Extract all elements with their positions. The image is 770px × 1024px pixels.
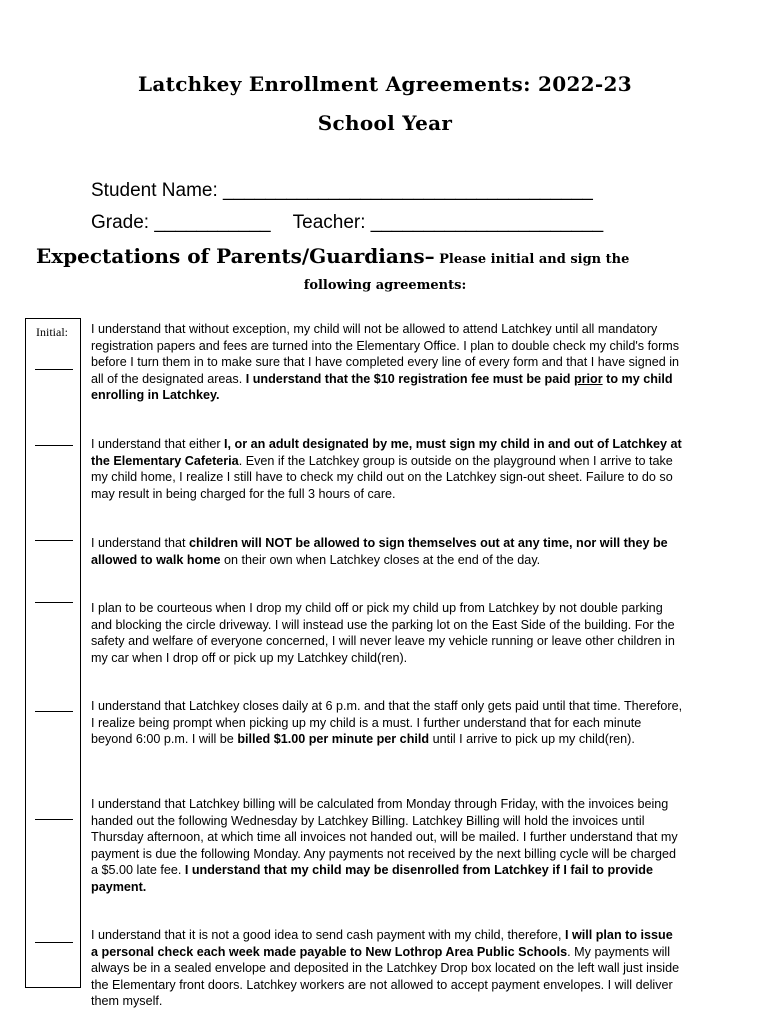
section-instruction: Please initial and sign the — [434, 252, 630, 267]
initial-blank-1[interactable] — [35, 369, 73, 370]
agreement-paragraph-4: I plan to be courteous when I drop my child off or pick my child up from Latchkey by not double parking and blocking the circle driveway. I will instead use the parking lot on the East Side of the building. For the safety and welfare of everyone concerned, I will never leave my vehicle running or leave other children in my car when I drop off or pick up my Latchkey child(ren). — [91, 601, 675, 665]
initial-blank-7[interactable] — [35, 942, 73, 943]
agreement-paragraph-6: I understand that Latchkey billing will be calculated from Monday through Friday, with the invoices being handed out the following Wednesday by Latchkey Billing. Latchkey Billing will hold the invoices until Thursday afternoon, at which time all invoices not handed out, will be mailed. I further understand that my payment is due the following Monday. Any payments not received by the next billing cycle will be charged a $5.00 late fee. I understand that my child may be disenrolled from Latchkey if I fail to provide payment. — [91, 797, 678, 894]
agreement-paragraph-3: I understand that children will NOT be allowed to sign themselves out at any time, nor will they be allowed to walk home on their own when Latchkey closes at the end of the day. — [91, 536, 668, 567]
teacher-label: Teacher: — [292, 212, 371, 233]
document-title: Latchkey Enrollment Agreements: 2022-23 — [138, 72, 632, 96]
student-name-field[interactable]: ___________________________________ — [223, 180, 593, 201]
grade-label: Grade: — [91, 212, 155, 233]
section-instruction-continued: following agreements: — [303, 278, 467, 293]
teacher-field[interactable]: ______________________ — [370, 212, 604, 233]
agreement-paragraph-7: I understand that it is not a good idea to send cash payment with my child, therefore, I will plan to issue a personal check each week made payable to New Lothrop Area Public Schools. My payments will always be in a sealed envelope and deposited in the Latchkey Drop box located on the left wall just inside the Elementary front doors. Latchkey workers are not allowed to accept payment envelopes. I will deliver them myself. — [91, 928, 680, 1009]
section-title: Expectations of Parents/Guardians– — [36, 244, 435, 268]
initial-column — [25, 318, 81, 988]
agreement-paragraph-5: I understand that Latchkey closes daily at 6 p.m. and that the staff only gets paid until that time. Therefore, I realize being prompt when picking up my child is a must. I further understand that for each minute beyond 6:00 p.m. I will be billed $1.00 per minute per child until I arrive to pick up my child(ren). — [91, 699, 683, 747]
student-name-label: Student Name: — [91, 180, 224, 201]
agreement-paragraph-1: I understand that without exception, my child will not be allowed to attend Latchkey until all mandatory registration papers and fees are turned into the Elementary Office. I plan to double check my child's forms before I turn them in to make sure that I have completed every line of every form and that I have signed in all of the designated areas. I understand that the $10 registration fee must be paid prior to my child enrolling in Latchkey. — [91, 322, 680, 403]
grade-field[interactable]: ___________ — [154, 212, 271, 233]
initial-blank-2[interactable] — [35, 445, 73, 446]
student-name-row — [91, 180, 593, 202]
initial-blank-6[interactable] — [35, 819, 73, 820]
grade-teacher-row — [91, 212, 603, 234]
initial-blank-3[interactable] — [35, 540, 73, 541]
initial-blank-4[interactable] — [35, 602, 73, 603]
initial-blank-5[interactable] — [35, 711, 73, 712]
document-subtitle: School Year — [317, 111, 453, 135]
section-heading — [36, 244, 629, 268]
initial-label: Initial: — [36, 325, 68, 339]
agreement-paragraph-2: I understand that either I, or an adult designated by me, must sign my child in and out of Latchkey at the Elementary Cafeteria. Even if the Latchkey group is outside on the playground when I arrive to take my child home, I realize I still have to check my child out on the Latchkey sign-out sheet. Failure to do so may result in being charged for the full 3 hours of care. — [91, 437, 682, 501]
